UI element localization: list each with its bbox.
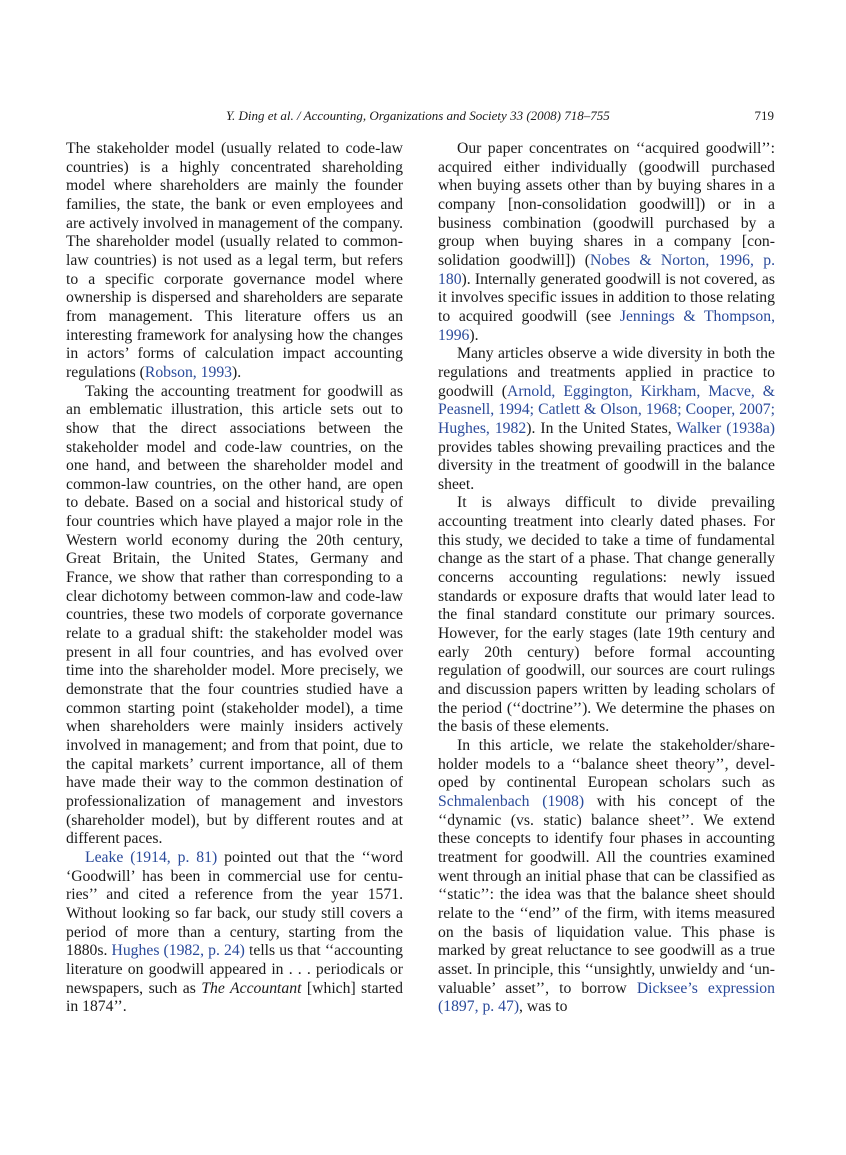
paragraph: It is always difficult to divide prevailing accounting treatment into clearly dated phases. For this study, we decided to take a time of fundamental change as the start of a phase. That change generally concerns accounting regulations: newly issued standards or exposure drafts that would later lead to the final standard constitute our primary sources. However, for the early stages (late 19th century and early 20th century) before formal accounting regulation of goodwill, our sources are court rulings and discussion papers written by leading scholars of the period (‘‘doctrine’’). We determine the phases on the basis of these elements. [438,494,775,736]
right-column [438,140,775,1017]
citation-link[interactable]: Walker (1938a) [676,419,775,437]
citation-link[interactable]: Arnold, Eggington, Kirkham, Macve, & Peasnell, 1994; Catlett & Olson, 1968; Cooper, 2007; Hughes, 1982 [438,382,775,437]
paragraph: The stakeholder model (usually related to code-law countries) is a highly concentrated shareholding model where shareholders are mainly the founder families, the state, the bank or even employees and are actively involved in management of the company. The shareholder model (usually related to common-law countries) is not used as a legal term, but refers to a specific corporate governance model where ownership is dispersed and shareholders are separate from management. This literature offers us an interesting framework for analysing how the changes in actors’ forms of calculation impact accounting regulations (Robson, 1993). [66,140,403,381]
left-column [66,140,403,1017]
paragraph: Taking the accounting treatment for goodwill as an emblematic illustration, this article sets out to show that the direct associations between the stakeholder model and code-law countries, on the one hand, and between the shareholder model and common-law countries, on the other hand, are open to debate. Based on a social and historical study of four countries which have played a major role in the Western world economy during the 20th century, Great Britain, the United States, Germany and France, we show that rather than corresponding to a clear dichotomy between common-law and code-law countries, these two models of corporate governance relate to a gradual shift: the stakeholder model was present in all four countries, and has evolved over time into the shareholder model. More precisely, we demonstrate that the four countries studied have a common starting point (stakeholder model), a time when shareholders were mainly insiders actively involved in management; and from that point, due to the capital markets’ current importance, all of them have made their way to the common destination of professionalization of management and investors (shareholder model), but by different routes and at different paces. [66,382,403,848]
citation-link[interactable]: Jennings & Thompson, 1996 [438,307,775,344]
page-number: 719 [754,108,774,123]
citation-link[interactable]: Dicksee’s expression (1897, p. 47) [438,979,775,1016]
citation-link[interactable]: Leake (1914, p. 81) [85,848,218,866]
citation-link[interactable]: Nobes & Norton, 1996, p. 180 [438,251,775,288]
journal-citation: Y. Ding et al. / Accounting, Organizations and Society 33 (2008) 718–755 [226,108,610,123]
paragraph: Our paper concentrates on ‘‘acquired goodwill’’: acquired either individually (goodwill purchased when buying assets other than by buying shares in a company [non-consolidation goodwill]) or in a business combination (goodwill purchased by a group when buying shares in a company [consolidation goodwill]) (Nobes & Norton, 1996, p. 180). Internally generated goodwill is not covered, as it involves specific issues in addition to those relating to acquired goodwill (see Jennings & Thompson, 1996). [438,140,775,344]
paragraph: Many articles observe a wide diversity in both the regulations and treatments applied in practice to goodwill (Arnold, Eggington, Kirkham, Macve, & Peasnell, 1994; Catlett & Olson, 1968; Cooper, 2007; Hughes, 1982). In the United States, Walker (1938a) provides tables showing prevailing practices and the diversity in the treatment of goodwill in the balance sheet. [438,345,775,493]
paragraph: Leake (1914, p. 81) pointed out that the ‘‘word ‘Goodwill’ has been in commercial use for centuries’’ and cited a reference from the year 1571. Without looking so far back, our study still covers a period of more than a century, starting from the 1880s. Hughes (1982, p. 24) tells us that ‘‘accounting literature on goodwill appeared in . . . periodicals or newspapers, such as The Accountant [which] started in 1874’’. [66,848,403,1016]
citation-link[interactable]: Robson, 1993 [144,363,233,381]
running-header [66,106,774,126]
publication-title: The Accountant [201,979,302,997]
paragraph: In this article, we relate the stakeholder/shareholder models to a ‘‘balance sheet theory’’, developed by continental European scholars such as Schmalenbach (1908) with his concept of the ‘‘dynamic (vs. static) balance sheet’’. We extend these concepts to identify four phases in accounting treatment for goodwill. All the countries examined went through an initial phase that can be classified as ‘‘static’’: the idea was that the balance sheet should relate to the ‘‘end’’ of the firm, with items measured on the basis of liquidation value. This phase is marked by great reluctance to see goodwill as a true asset. In principle, this ‘‘unsightly, unwieldy and ‘un-valuable’ asset’’, to borrow Dicksee’s expression (1897, p. 47), was to [438,737,775,1016]
citation-link[interactable]: Hughes (1982, p. 24) [111,942,245,960]
citation-link[interactable]: Schmalenbach (1908) [438,792,585,810]
